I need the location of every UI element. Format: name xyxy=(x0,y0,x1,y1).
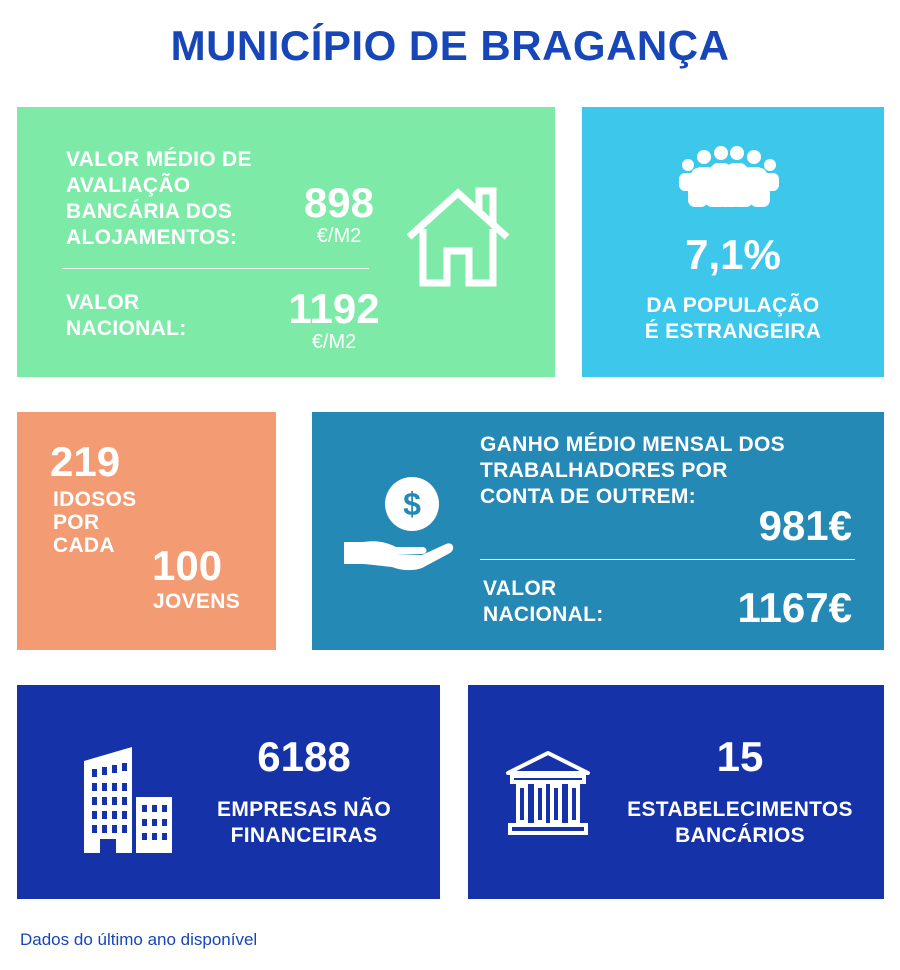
aging-label-line-2: POR xyxy=(53,511,100,534)
foreign-label-line-2: É ESTRANGEIRA xyxy=(644,320,822,343)
income-national-label xyxy=(483,576,604,628)
firms-label xyxy=(189,797,419,849)
firms-card xyxy=(17,685,440,899)
income-national-line-2: NACIONAL: xyxy=(483,603,604,626)
housing-national-value: 1192 xyxy=(288,285,380,332)
income-card xyxy=(312,412,884,650)
banks-value: 15 xyxy=(716,733,764,780)
banks-card xyxy=(468,685,884,899)
aging-card xyxy=(17,412,276,650)
banks-label-line-2: BANCÁRIOS xyxy=(675,824,805,847)
crowd-icon xyxy=(676,145,782,207)
housing-card xyxy=(17,107,555,377)
housing-value-block xyxy=(289,181,389,247)
housing-national-label xyxy=(66,290,187,342)
house-icon xyxy=(403,185,513,287)
housing-national-line-1: VALOR xyxy=(66,291,140,314)
income-national-line-1: VALOR xyxy=(483,577,557,600)
aging-value-2: 100 xyxy=(152,542,223,589)
banks-label xyxy=(600,797,880,849)
income-label-line-2: TRABALHADORES POR xyxy=(480,459,728,482)
income-label-line-1: GANHO MÉDIO MENSAL DOS xyxy=(480,433,785,456)
firms-label-line-2: FINANCEIRAS xyxy=(230,824,378,847)
aging-label xyxy=(53,488,136,557)
aging-label-2: JOVENS xyxy=(153,590,240,613)
income-divider xyxy=(480,559,855,560)
page-title: MUNICÍPIO DE BRAGANÇA xyxy=(170,22,730,69)
hand-coin-icon xyxy=(342,474,454,572)
housing-unit: €/M2 xyxy=(316,225,362,247)
housing-national-block xyxy=(269,287,399,353)
coin-symbol: $ xyxy=(403,486,421,522)
housing-label-line-2: AVALIAÇÃO xyxy=(66,174,191,197)
foreign-card xyxy=(582,107,884,377)
housing-value: 898 xyxy=(303,179,375,226)
housing-label xyxy=(66,147,252,251)
housing-label-line-4: ALOJAMENTOS: xyxy=(66,226,238,249)
housing-national-line-2: NACIONAL: xyxy=(66,317,187,340)
bank-icon xyxy=(504,749,592,837)
foreign-label-line-1: DA POPULAÇÃO xyxy=(646,294,820,317)
income-label xyxy=(480,432,785,510)
footnote: Dados do último ano disponível xyxy=(20,930,258,949)
income-national-value: 1167€ xyxy=(737,584,852,631)
housing-label-line-3: BANCÁRIA DOS xyxy=(66,200,233,223)
banks-label-line-1: ESTABELECIMENTOS xyxy=(627,798,853,821)
aging-label-line-3: CADA xyxy=(53,534,115,557)
income-label-line-3: CONTA DE OUTREM: xyxy=(480,485,696,508)
housing-divider xyxy=(62,268,369,269)
foreign-value: 7,1% xyxy=(685,231,781,278)
aging-value-1: 219 xyxy=(50,438,121,485)
building-icon xyxy=(82,745,174,853)
housing-national-unit: €/M2 xyxy=(311,331,357,353)
aging-label-line-1: IDOSOS xyxy=(53,488,137,511)
firms-label-line-1: EMPRESAS NÃO xyxy=(217,798,391,821)
housing-label-line-1: VALOR MÉDIO DE xyxy=(66,148,252,171)
income-value: 981€ xyxy=(758,502,852,549)
foreign-label xyxy=(582,293,884,345)
firms-value: 6188 xyxy=(257,733,351,780)
